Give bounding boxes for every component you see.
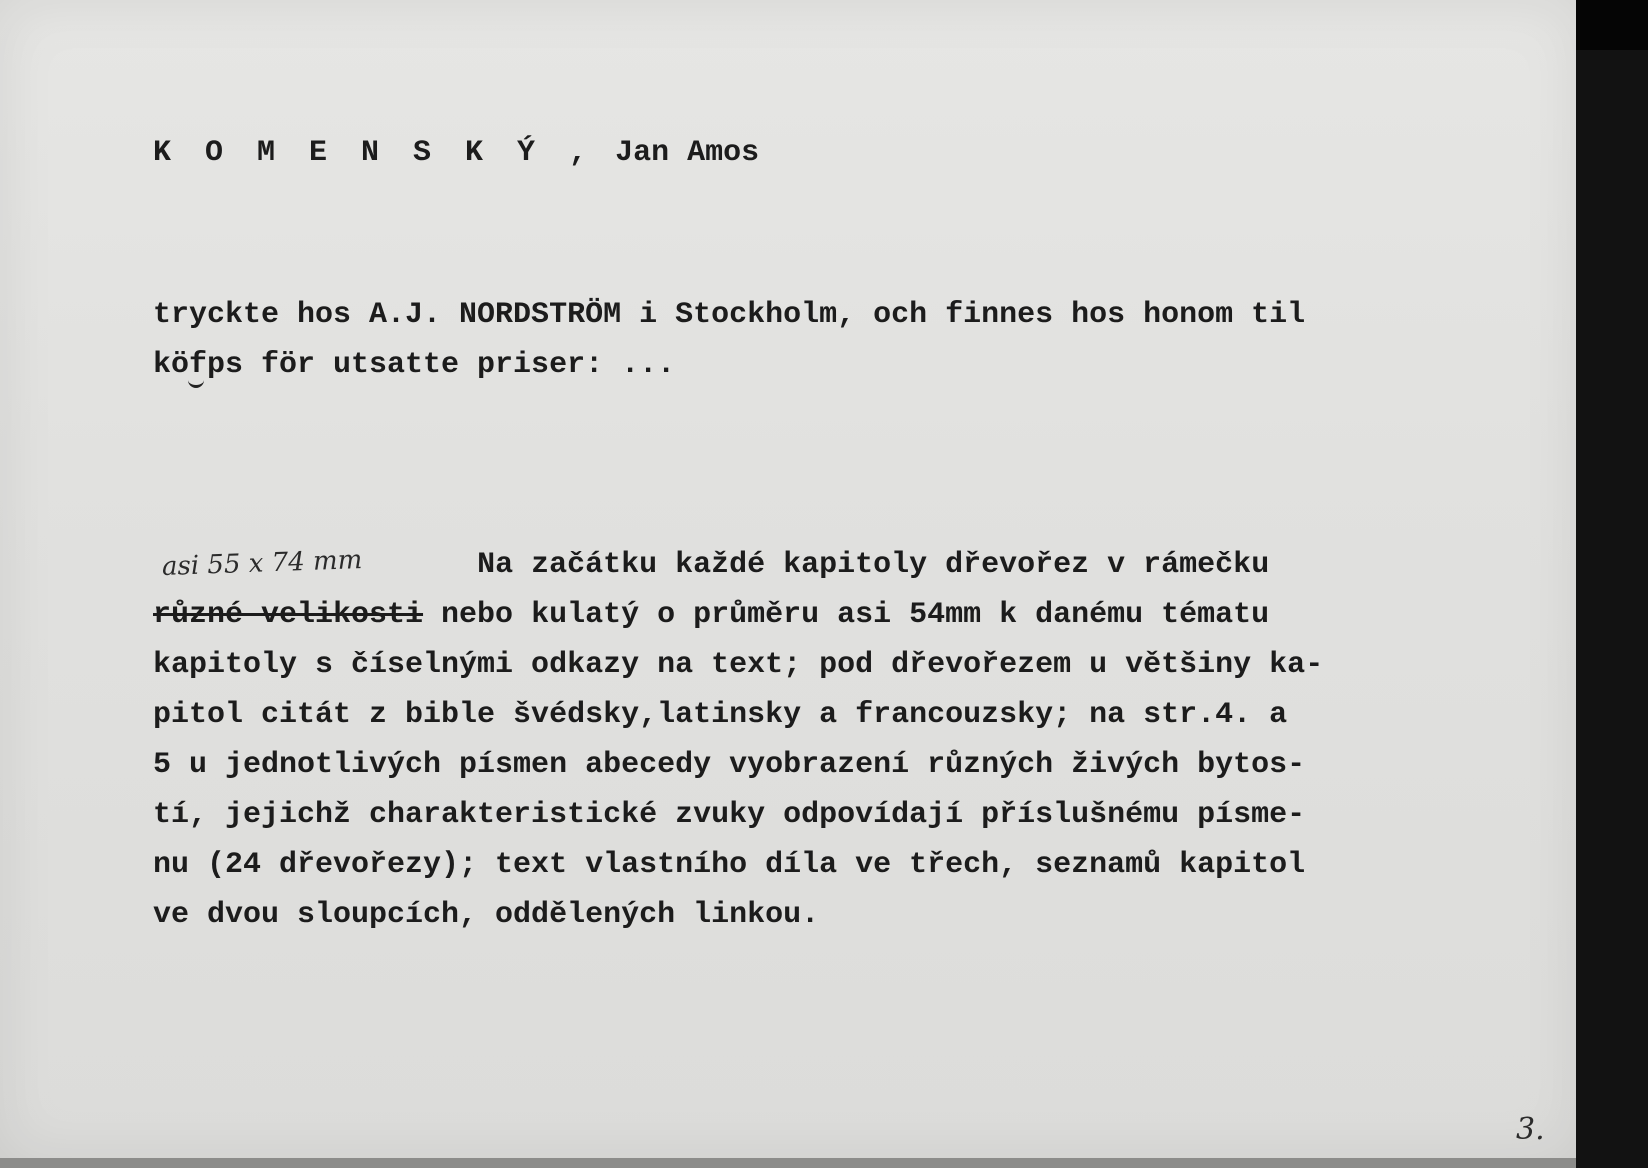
imprint-line: köfps för utsatte priser: ...	[153, 348, 676, 382]
description-line: nu (24 dřevořezy); text vlastního díla ve třech, seznamů kapitol	[153, 848, 1306, 882]
card-bottom-edge	[0, 1158, 1578, 1168]
imprint-paragraph	[153, 290, 1305, 390]
description-line: pitol citát z bible švédsky,latinsky a francouzsky; na str.4. a	[153, 698, 1288, 732]
card-heading	[153, 136, 759, 170]
description-line: různé velikosti nebo kulatý o průměru asi 54mm k danému tématu	[153, 598, 1270, 632]
description-line: tí, jejichž charakteristické zvuky odpovídají příslušnému písme-	[153, 798, 1306, 832]
struck-text: různé velikosti	[153, 598, 424, 632]
scan-corner	[1576, 0, 1648, 50]
imprint-line: tryckte hos A.J. NORDSTRÖM i Stockholm, och finnes hos honom til	[153, 298, 1306, 332]
description-line: 5 u jednotlivých písmen abecedy vyobrazení různých živých bytos-	[153, 748, 1306, 782]
description-paragraph	[153, 540, 1323, 940]
handwritten-page-number: 3.	[1516, 1112, 1545, 1147]
author-surname: K O M E N S K Ý ,	[153, 136, 596, 170]
scan-background-band	[1576, 0, 1648, 1168]
description-line: ve dvou sloupcích, oddělených linkou.	[153, 898, 820, 932]
author-given-name: Jan Amos	[615, 136, 760, 170]
description-line: kapitoly s číselnými odkazy na text; pod dřevořezem u většiny ka-	[153, 648, 1324, 682]
handwritten-size-note: asi 55 x 74 mm	[161, 545, 363, 582]
description-line: Na začátku každé kapitoly dřevořez v rámečku	[477, 548, 1270, 582]
